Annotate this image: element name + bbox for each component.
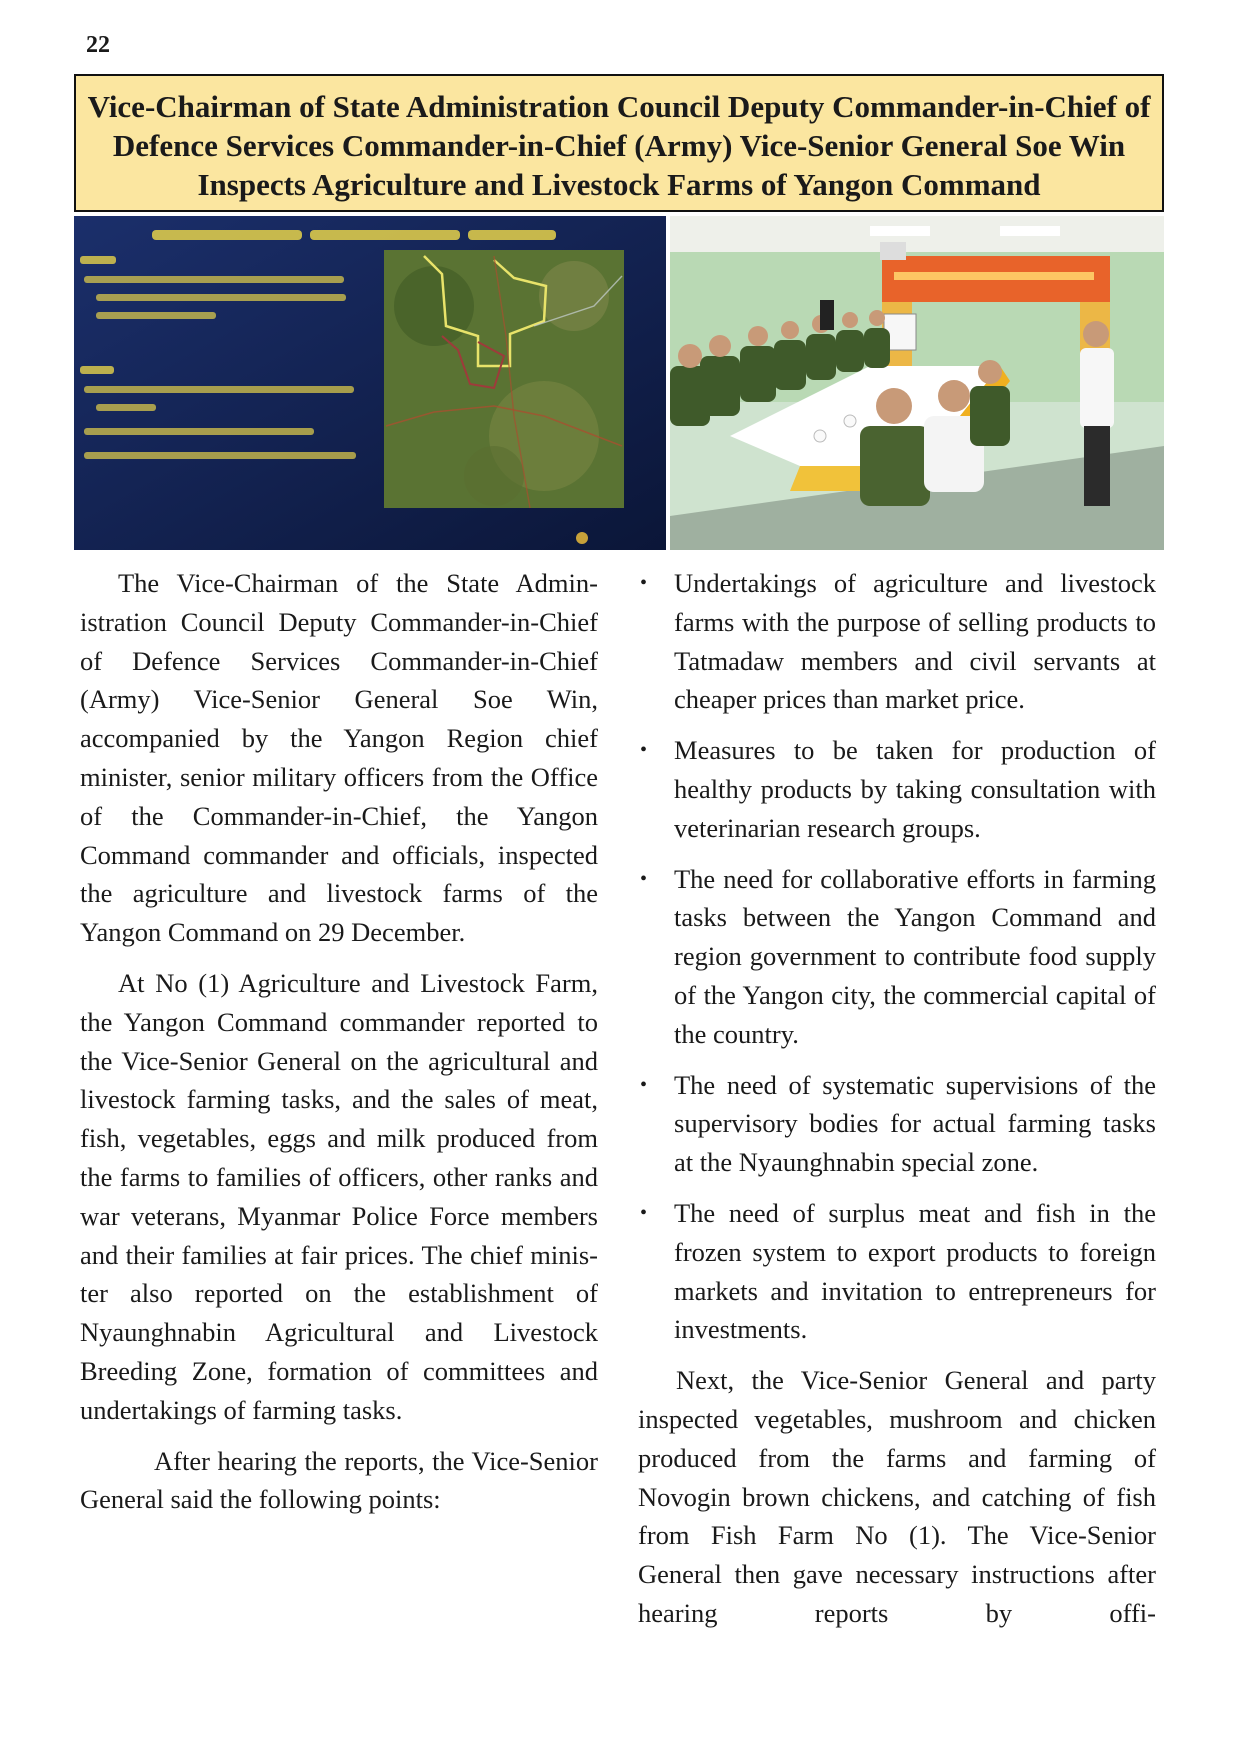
intro-paragraph: The Vice-Chairman of the State Administration Council Deputy Commander-in-Chief of Defence Services Commander-in-Chief (Army) Vice-Senior General Soe Win, accompanied by the Yangon Region chief minister, senior military officers from the Office of the Commander-in-Chief, the Yangon Command commander and officials, inspected the agriculture and livestock farms of the Yangon Command on 29 December.: [80, 568, 598, 948]
meeting-illustration: [670, 216, 1164, 550]
bullet-icon: •: [640, 572, 648, 594]
title-line-3: Inspects Agriculture and Livestock Farms of Yangon Command: [197, 167, 1041, 202]
article-right-column: [638, 564, 1156, 1645]
point-text: Measures to be taken for production of healthy products by taking consultation with veterinarian research groups.: [674, 735, 1156, 843]
title-line-2: Defence Services Commander-in-Chief (Army) Vice-Senior General Soe Win: [112, 128, 1126, 163]
meeting-hall-photo: [670, 216, 1164, 550]
bullet-icon: •: [640, 739, 648, 762]
list-item: [638, 1194, 1156, 1349]
list-item: [638, 731, 1156, 847]
map-presentation-photo: [74, 216, 666, 550]
points-lead-paragraph: After hearing the reports, the Vice-Senior General said the following points:: [80, 1445, 598, 1515]
article-title-box: [74, 74, 1164, 212]
map-slide-illustration: [74, 216, 666, 550]
points-list: [638, 564, 1156, 1349]
point-text: The need for collaborative efforts in farming tasks between the Yangon Command and region government to contribute food supply of the Yangon city, the commercial capital of the country.: [674, 863, 1156, 1049]
article-left-column: [80, 564, 598, 1531]
point-text: The need of surplus meat and fish in the frozen system to export products to foreign markets and invitation to entrepreneurs for investments.: [674, 1197, 1156, 1345]
farm-report-paragraph: At No (1) Agriculture and Livestock Farm, the Yangon Command commander reported to the Vice-Senior General on the agricultural and livestock farming tasks, and the sales of meat, fish, vegetables, eggs and milk produced from the farms to families of officers, other ranks and war veterans, Myanmar Police Force members and their families at fair prices. The chief minister also reported on the establishment of Nyaunghnabin Agricultural and Livestock Breeding Zone, formation of committees and undertakings of farming tasks.: [80, 967, 598, 1425]
list-item: [638, 1066, 1156, 1182]
closing-paragraph: Next, the Vice-Senior General and party inspected vegetables, mushroom and chicken produced from the farms and farming of Novogin brown chickens, and catching of fish from Fish Farm No (1). The Vice-Senior General then gave necessary instructions after hearing reports by offi-: [638, 1365, 1156, 1628]
point-text: The need of systematic supervisions of the supervisory bodies for actual farming tasks at the Nyaunghnabin special zone.: [674, 1069, 1156, 1178]
bullet-icon: •: [640, 867, 648, 890]
page-number: 22: [86, 32, 110, 58]
list-item: [638, 860, 1156, 1054]
title-line-1: Vice-Chairman of State Administration Council Deputy Commander-in-Chief of: [87, 89, 1151, 124]
point-text: Undertakings of agriculture and livestock farms with the purpose of selling products to Tatmadaw members and civil servants at cheaper prices than market price.: [674, 568, 1156, 715]
bullet-icon: •: [640, 1073, 648, 1096]
bullet-icon: •: [640, 1201, 648, 1224]
list-item: [638, 564, 1156, 719]
